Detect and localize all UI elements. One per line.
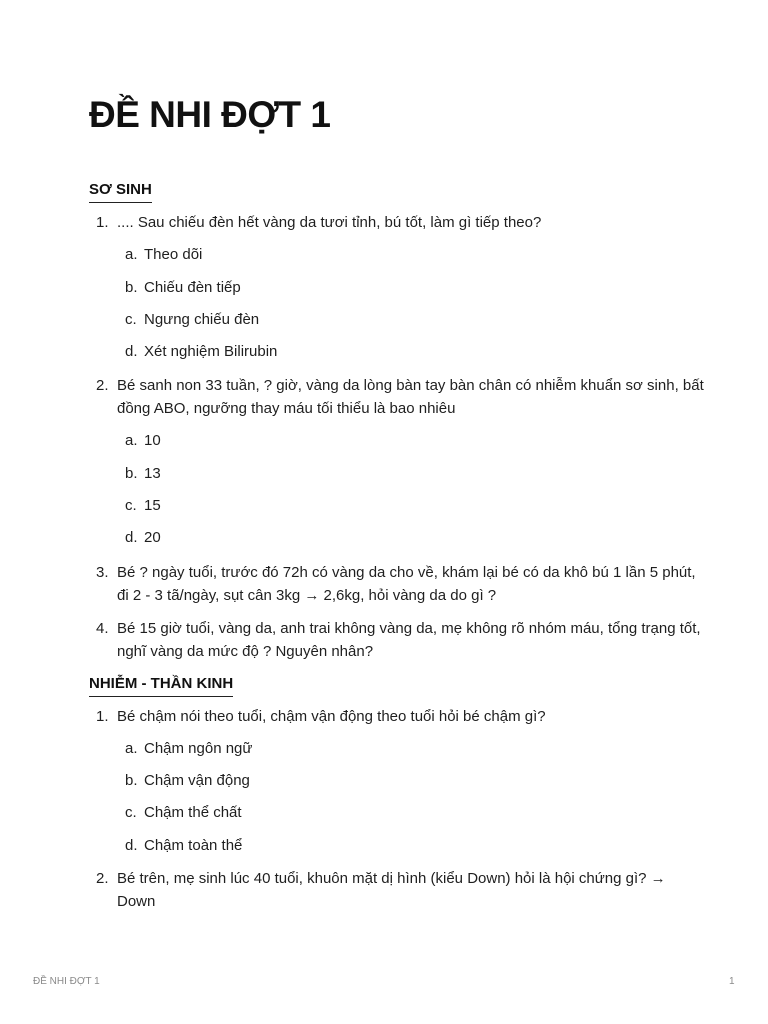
document-title: ĐỀ NHI ĐỢT 1 <box>89 94 331 135</box>
answer-option <box>125 245 202 265</box>
question-text: Bé 15 giờ tuổi, vàng da, anh trai không vàng da, mẹ không rõ nhóm máu, tổng trạng tốt, nghĩ vàng da mức độ ? Nguyên nhân? <box>117 620 701 660</box>
answer-option <box>125 836 242 856</box>
option-letter: d. <box>125 343 138 360</box>
question-item <box>96 867 707 913</box>
option-text: 10 <box>144 432 161 449</box>
option-letter: c. <box>125 497 137 514</box>
answer-option <box>125 310 259 330</box>
answer-option <box>125 803 242 823</box>
question-item <box>96 617 707 663</box>
question-number: 2. <box>96 870 109 887</box>
question-text: Bé trên, mẹ sinh lúc 40 tuổi, khuôn mặt dị hình (kiểu Down) hỏi là hội chứng gì? → Down <box>117 870 666 910</box>
answer-option <box>125 278 241 298</box>
question-text: Bé ? ngày tuổi, trước đó 72h có vàng da cho về, khám lại bé có da khô bú 1 lần 5 phút, đi 2 - 3 tã/ngày, sụt cân 3kg → 2,6kg, hỏi vàng da do gì ? <box>117 564 696 604</box>
option-text: Chậm ngôn ngữ <box>144 740 253 757</box>
question-item <box>96 211 707 234</box>
option-letter: a. <box>125 246 138 263</box>
question-item <box>96 374 707 420</box>
question-number: 4. <box>96 620 109 637</box>
option-text: 20 <box>144 529 161 546</box>
option-text: Chậm thể chất <box>144 804 242 821</box>
question-number: 1. <box>96 214 109 231</box>
option-text: Chậm toàn thể <box>144 837 243 854</box>
option-letter: c. <box>125 311 137 328</box>
option-text: Xét nghiệm Bilirubin <box>144 343 278 360</box>
question-item <box>96 561 707 607</box>
option-letter: d. <box>125 837 138 854</box>
section-heading-so-sinh: SƠ SINH <box>89 180 152 203</box>
question-text: Bé chậm nói theo tuổi, chậm vận động theo tuổi hỏi bé chậm gì? <box>117 708 546 725</box>
option-text: Ngưng chiếu đèn <box>144 311 260 328</box>
question-number: 2. <box>96 377 109 394</box>
question-number: 1. <box>96 708 109 725</box>
question-item <box>96 705 707 728</box>
answer-option <box>125 496 161 516</box>
option-letter: b. <box>125 465 138 482</box>
option-letter: c. <box>125 804 137 821</box>
option-text: 13 <box>144 465 161 482</box>
option-text: Chiếu đèn tiếp <box>144 279 241 296</box>
answer-option <box>125 739 252 759</box>
option-letter: d. <box>125 529 138 546</box>
page-number: 1 <box>729 976 735 987</box>
option-letter: a. <box>125 432 138 449</box>
option-letter: b. <box>125 772 138 789</box>
answer-option <box>125 464 161 484</box>
answer-option <box>125 528 161 548</box>
section-heading-nhiem-than-kinh: NHIỄM - THẦN KINH <box>89 674 233 697</box>
option-text: 15 <box>144 497 161 514</box>
footer-document-title: ĐỀ NHI ĐỢT 1 <box>33 976 100 987</box>
option-text: Theo dõi <box>144 246 203 263</box>
answer-option <box>125 771 250 791</box>
option-letter: a. <box>125 740 138 757</box>
option-text: Chậm vận động <box>144 772 250 789</box>
question-text: Bé sanh non 33 tuần, ? giờ, vàng da lòng bàn tay bàn chân có nhiễm khuẩn sơ sinh, bất đồng ABO, ngưỡng thay máu tối thiểu là bao nhiêu <box>117 377 704 417</box>
option-letter: b. <box>125 279 138 296</box>
answer-option <box>125 342 277 362</box>
answer-option <box>125 431 161 451</box>
question-text: .... Sau chiếu đèn hết vàng da tươi tỉnh, bú tốt, làm gì tiếp theo? <box>117 214 542 231</box>
question-number: 3. <box>96 564 109 581</box>
